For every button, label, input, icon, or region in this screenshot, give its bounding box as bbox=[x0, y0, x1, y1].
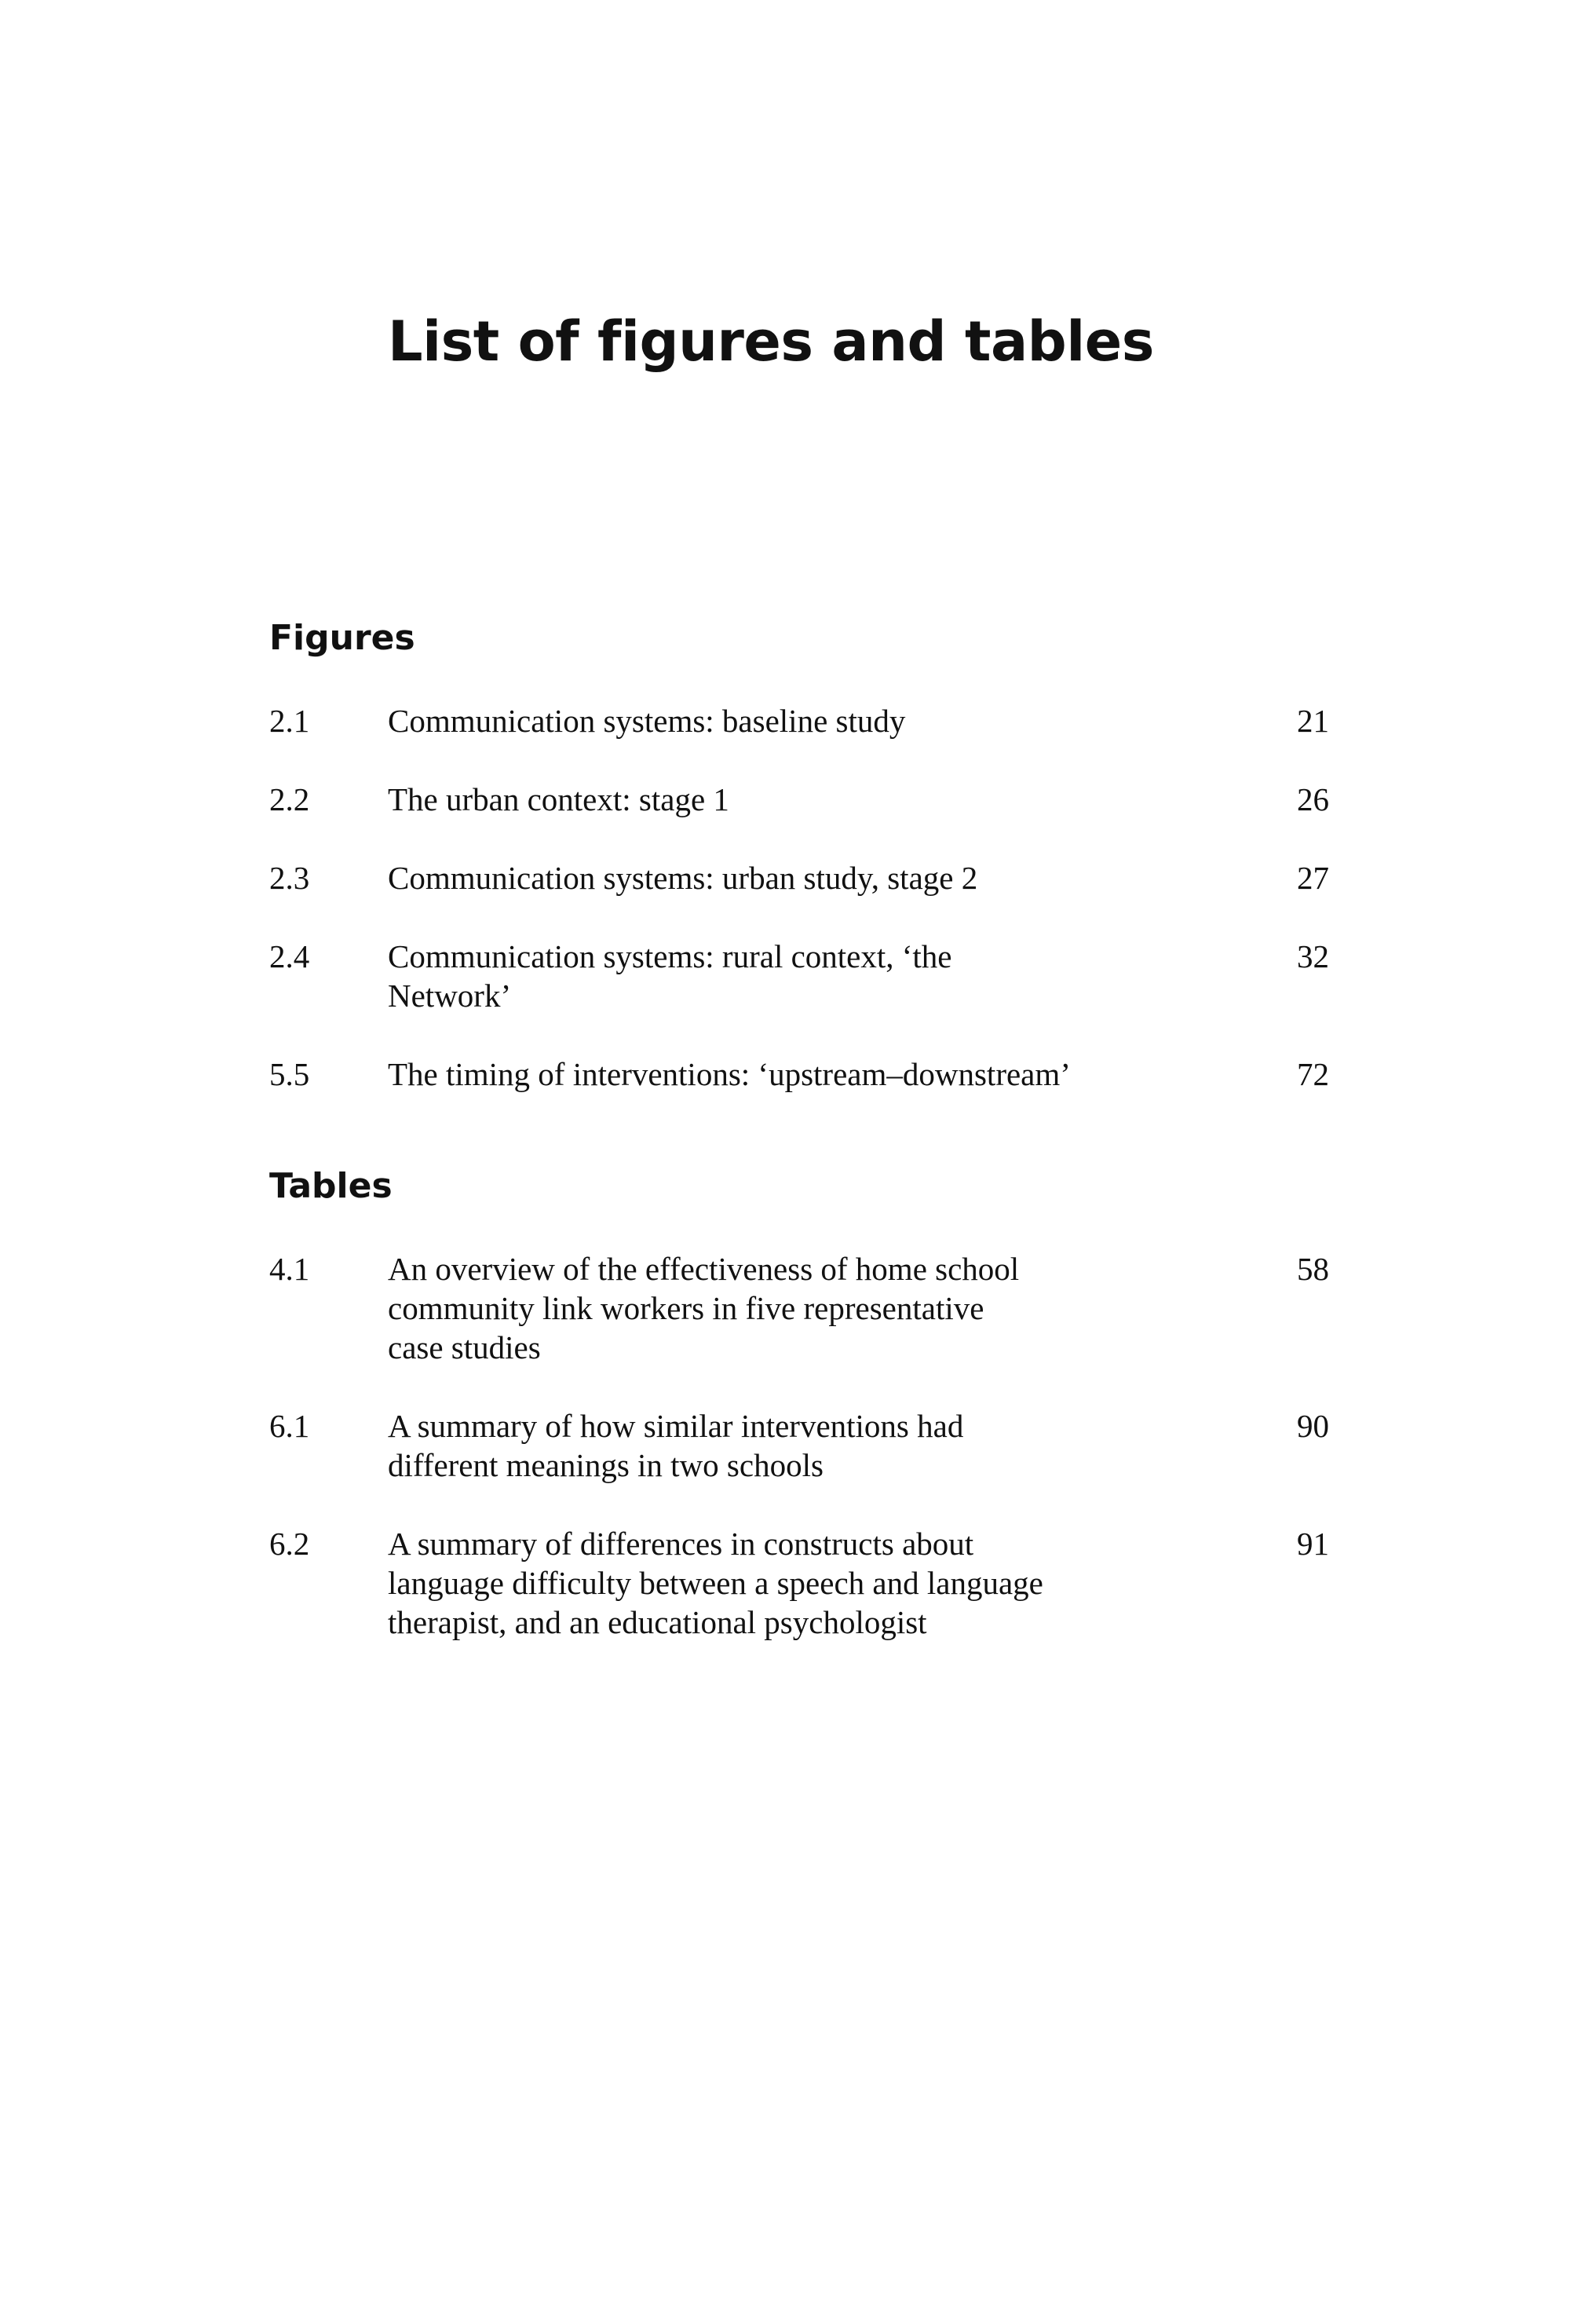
figures-heading: Figures bbox=[269, 618, 415, 658]
entry-number: 2.1 bbox=[269, 703, 310, 739]
entry-title-line: A summary of how similar interventions had bbox=[388, 1408, 964, 1444]
figure-entry-5-5 bbox=[269, 1054, 1329, 1094]
entry-title bbox=[388, 1054, 1141, 1094]
figures-list bbox=[269, 701, 1329, 1094]
tables-heading: Tables bbox=[269, 1166, 393, 1206]
table-entry-6-2 bbox=[269, 1524, 1329, 1642]
entry-title-line: Communication systems: rural context, ‘the bbox=[388, 938, 952, 974]
entry-page-number: 72 bbox=[1297, 1056, 1329, 1092]
entry-title-line: An overview of the effectiveness of home school bbox=[388, 1251, 1020, 1287]
entry-number: 2.2 bbox=[269, 781, 310, 817]
entry-page-number: 58 bbox=[1297, 1251, 1329, 1287]
entry-title-line: A summary of differences in constructs about bbox=[388, 1526, 974, 1562]
entry-page-number: 90 bbox=[1297, 1408, 1329, 1444]
tables-list bbox=[269, 1249, 1329, 1642]
figure-entry-2-4 bbox=[269, 937, 1329, 1015]
entry-title bbox=[388, 858, 1141, 897]
entry-title-line: The timing of interventions: ‘upstream–downstream’ bbox=[388, 1056, 1071, 1092]
entry-number: 5.5 bbox=[269, 1056, 310, 1092]
entry-page-number: 91 bbox=[1297, 1526, 1329, 1562]
table-entry-6-1 bbox=[269, 1406, 1329, 1485]
entry-title bbox=[388, 937, 1141, 1015]
entry-title-line: therapist, and an educational psychologist bbox=[388, 1604, 927, 1640]
entry-title-line: different meanings in two schools bbox=[388, 1447, 824, 1483]
entry-title-line: Network’ bbox=[388, 978, 512, 1014]
figure-entry-2-3 bbox=[269, 858, 1329, 897]
entry-title-line: community link workers in five representative bbox=[388, 1290, 984, 1326]
entry-number: 4.1 bbox=[269, 1251, 310, 1287]
entry-number: 6.1 bbox=[269, 1408, 310, 1444]
entry-title-line: The urban context: stage 1 bbox=[388, 781, 729, 817]
entry-page-number: 26 bbox=[1297, 781, 1329, 817]
entry-title-line: language difficulty between a speech and language bbox=[388, 1565, 1043, 1601]
entry-title-line: Communication systems: baseline study bbox=[388, 703, 906, 739]
entry-title bbox=[388, 780, 1141, 819]
entry-title bbox=[388, 1406, 1141, 1485]
entry-title-line: case studies bbox=[388, 1329, 541, 1365]
table-entry-4-1 bbox=[269, 1249, 1329, 1367]
entry-page-number: 27 bbox=[1297, 860, 1329, 896]
entry-page-number: 21 bbox=[1297, 703, 1329, 739]
entry-page-number: 32 bbox=[1297, 938, 1329, 974]
entry-title-line: Communication systems: urban study, stage 2 bbox=[388, 860, 978, 896]
figure-entry-2-1 bbox=[269, 701, 1329, 740]
entry-title bbox=[388, 1249, 1141, 1367]
page-title: List of figures and tables bbox=[388, 309, 1154, 374]
entry-number: 2.4 bbox=[269, 938, 310, 974]
entry-title bbox=[388, 701, 1141, 740]
entry-title bbox=[388, 1524, 1141, 1642]
figure-entry-2-2 bbox=[269, 780, 1329, 819]
entry-number: 6.2 bbox=[269, 1526, 310, 1562]
entry-number: 2.3 bbox=[269, 860, 310, 896]
